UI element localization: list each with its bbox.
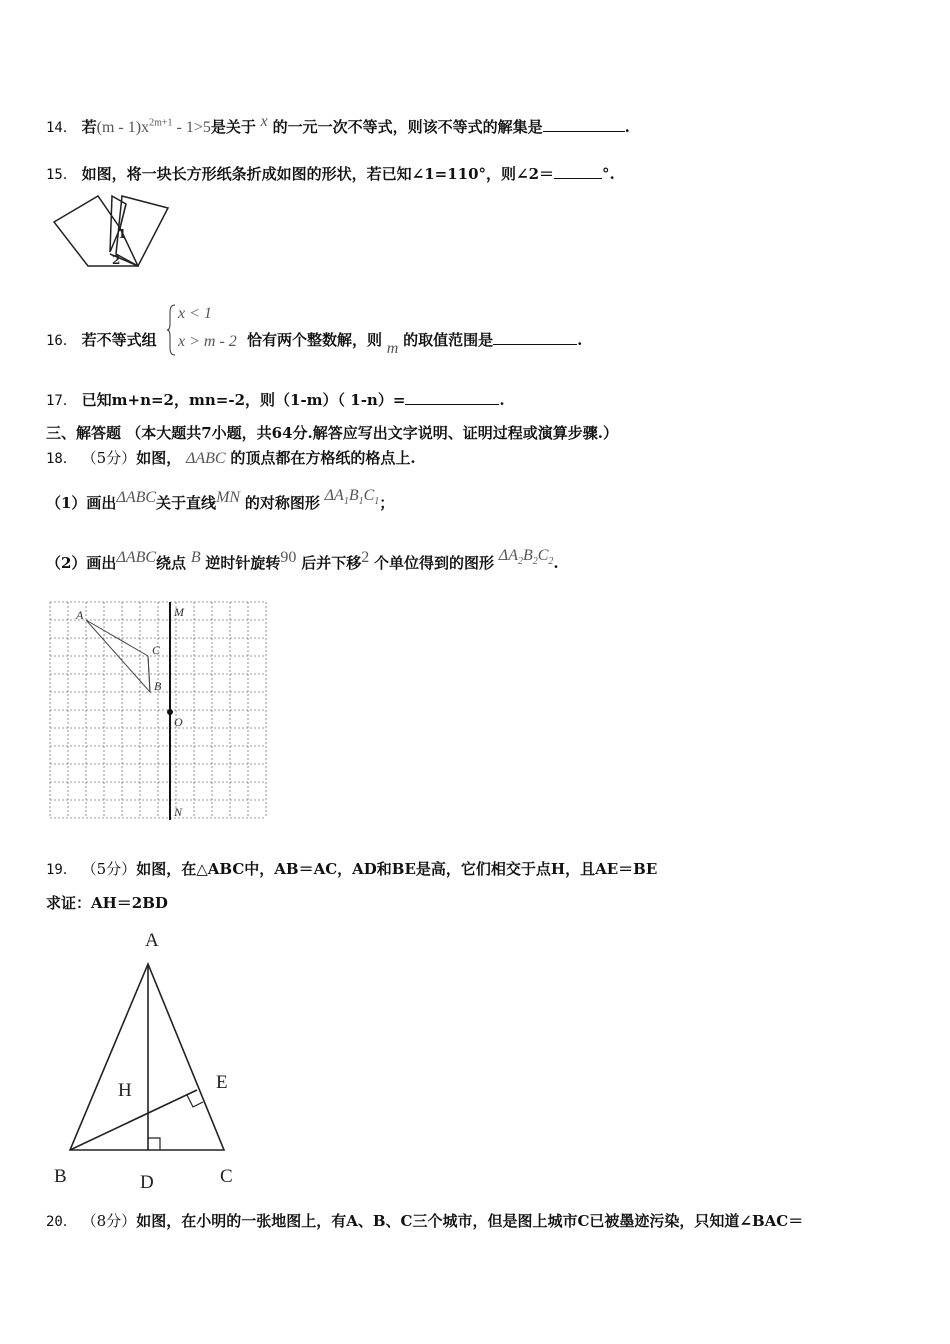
question-number: 16． — [46, 333, 77, 349]
triangle-figure — [48, 922, 248, 1194]
label-h: H — [118, 1080, 132, 1101]
question-17: 17． 已知m+n=2，mn=-2，则（1-m）（ 1-n）= . — [46, 391, 505, 409]
question-15: 15． 如图，将一块长方形纸条折成如图的形状，若已知∠1=110°，则∠2＝ °. — [46, 165, 615, 183]
point-o — [167, 709, 173, 715]
question-18: 18． （5分）如图， ΔABC 的顶点都在方格纸的格点上. — [46, 449, 416, 467]
answer-blank[interactable] — [493, 330, 577, 345]
question-number: 19． — [46, 862, 77, 878]
section-heading: 三、解答题 （本大题共7小题，共64分.解答应写出文字说明、证明过程或演算步骤.） — [46, 424, 618, 442]
question-20: 20． （8分）如图，在小明的一张地图上，有A、B、C三个城市，但是图上城市C已被墨迹污染，只知道∠BAC＝ — [46, 1212, 804, 1230]
question-16-tail: 恰有两个整数解，则 m 的取值范围是 . — [247, 331, 583, 357]
inequality-2: x > m - 2 — [178, 333, 237, 350]
question-14: 14． 若$(m - 1)x^{2m+1} - 1>5$是关于 $^x$ 的一元一次不等式，则该不等式的解集是 . — [46, 113, 630, 136]
result-triangle-1: $\Delta A_1B_1C_1$ — [324, 487, 380, 508]
label-b: B — [54, 1166, 67, 1187]
answer-blank[interactable] — [554, 164, 602, 179]
label-n: N — [174, 805, 183, 819]
folded-strip-figure — [50, 192, 175, 272]
label-b: B — [154, 679, 162, 693]
question-number: 15． — [46, 167, 77, 183]
label-e: E — [216, 1072, 228, 1093]
question-number: 18． — [46, 451, 77, 467]
question-18-part-2: （2）画出ΔABC绕点 B 逆时针旋转90 后并下移2 个单位得到的图形 $\Delta A_2B_2C_2$. — [46, 547, 559, 572]
brace-icon — [166, 304, 176, 356]
label-m: M — [174, 605, 184, 619]
math-expression: $(m - 1)x^{2m+1} - 1>5$ — [96, 117, 211, 136]
angle-1-label: 1 — [118, 227, 127, 241]
question-18-part-1: （1）画出ΔABC关于直线MN 的对称图形 $\Delta A_1B_1C_1$； — [46, 487, 395, 512]
label-c: C — [220, 1166, 233, 1187]
question-19: 19． （5分）如图，在△ABC中，AB＝AC，AD和BE是高，它们相交于点H，且AE＝BE — [46, 860, 658, 878]
question-number: 14． — [46, 120, 77, 136]
angle-2-label: 2 — [112, 253, 121, 267]
answer-blank[interactable] — [543, 117, 625, 132]
question-number: 17． — [46, 393, 77, 409]
question-number: 20． — [46, 1214, 77, 1230]
label-c: C — [152, 643, 161, 657]
inequality-1: x < 1 — [178, 305, 212, 322]
grid-figure — [48, 600, 270, 822]
label-d: D — [140, 1172, 154, 1193]
label-a: A — [145, 930, 159, 951]
proof-statement: 求证：AH＝2BD — [46, 894, 168, 912]
question-16: 16． 若不等式组 — [46, 331, 157, 349]
result-triangle-2: $\Delta A_2B_2C_2$ — [498, 547, 554, 568]
answer-blank[interactable] — [405, 390, 499, 405]
label-o: O — [174, 715, 183, 729]
label-a: A — [76, 608, 84, 622]
